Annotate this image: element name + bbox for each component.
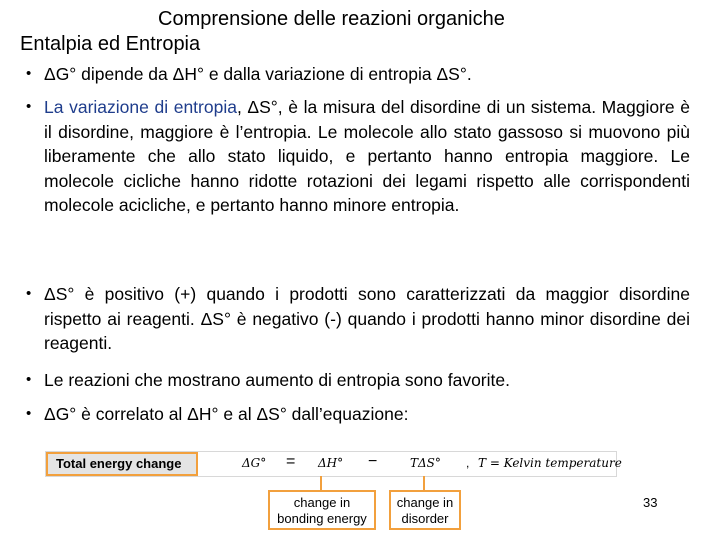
t-delta-s-term: TΔS°: [410, 456, 441, 470]
bullet-text: Le reazioni che mostrano aumento di entropia sono favorite.: [44, 370, 510, 390]
temperature-definition: T = Kelvin temperature: [478, 456, 622, 470]
ds-connector: [423, 476, 425, 490]
bullet-dg-depends: [26, 62, 690, 87]
dh-connector: [320, 476, 322, 490]
bullet-text: ΔS° è positivo (+) quando i prodotti sono caratterizzati da maggior disordine rispetto ai reagenti. ΔS° è negativo (-) quando i prodotti hanno minor disordine dei reagenti.: [44, 284, 690, 353]
title-line-1: Comprensione delle reazioni organiche: [158, 8, 505, 30]
bullet-marker: •: [26, 98, 32, 115]
bullet-text: ΔG° dipende da ΔH° e dalla variazione di entropia ΔS°.: [44, 64, 472, 84]
bullet-text: [44, 95, 690, 218]
delta-g-term: ΔG°: [242, 456, 267, 470]
note-line: disorder: [401, 511, 449, 526]
bullet-entropy-definition: [26, 95, 690, 218]
note-line: change in: [293, 495, 351, 510]
bullet-favored-reactions: [26, 368, 690, 393]
equation-label: Total energy change: [46, 452, 198, 476]
bullet-text: ΔG° è correlato al ΔH° e al ΔS° dall’equazione:: [44, 404, 409, 424]
bullet-marker: •: [26, 371, 32, 388]
bullet-equation-intro: [26, 402, 690, 427]
disorder-note: [389, 490, 461, 530]
bullet-ds-sign: [26, 282, 690, 356]
title-line-2: Entalpia ed Entropia: [20, 33, 201, 55]
minus-sign: −: [368, 453, 378, 470]
equation-comma: ,: [466, 456, 470, 470]
bullet-marker: •: [26, 285, 32, 302]
note-line: change in: [396, 495, 454, 510]
bullet-marker: •: [26, 65, 32, 82]
page-number: 33: [643, 495, 658, 510]
bullet-text-rest: , ΔS°, è la misura del disordine di un sistema. Maggiore è il disordine, maggiore è l’entropia. Le molecole allo stato gassoso si muovono più liberamente che allo stato liquido, e pertanto hanno entropia maggiore. Le molecole cicliche hanno ridotte rotazioni dei legami rispetto alle corrispondenti molecole acicliche, e pertanto hanno minore entropia.: [44, 97, 690, 215]
note-line: bonding energy: [277, 511, 367, 526]
gibbs-equation-box: [45, 451, 622, 477]
delta-h-term: ΔH°: [318, 456, 344, 470]
equals-sign: =: [286, 453, 296, 470]
bonding-energy-note: [268, 490, 376, 530]
bullet-marker: •: [26, 405, 32, 422]
highlight-text: La variazione di entropia: [44, 97, 237, 117]
